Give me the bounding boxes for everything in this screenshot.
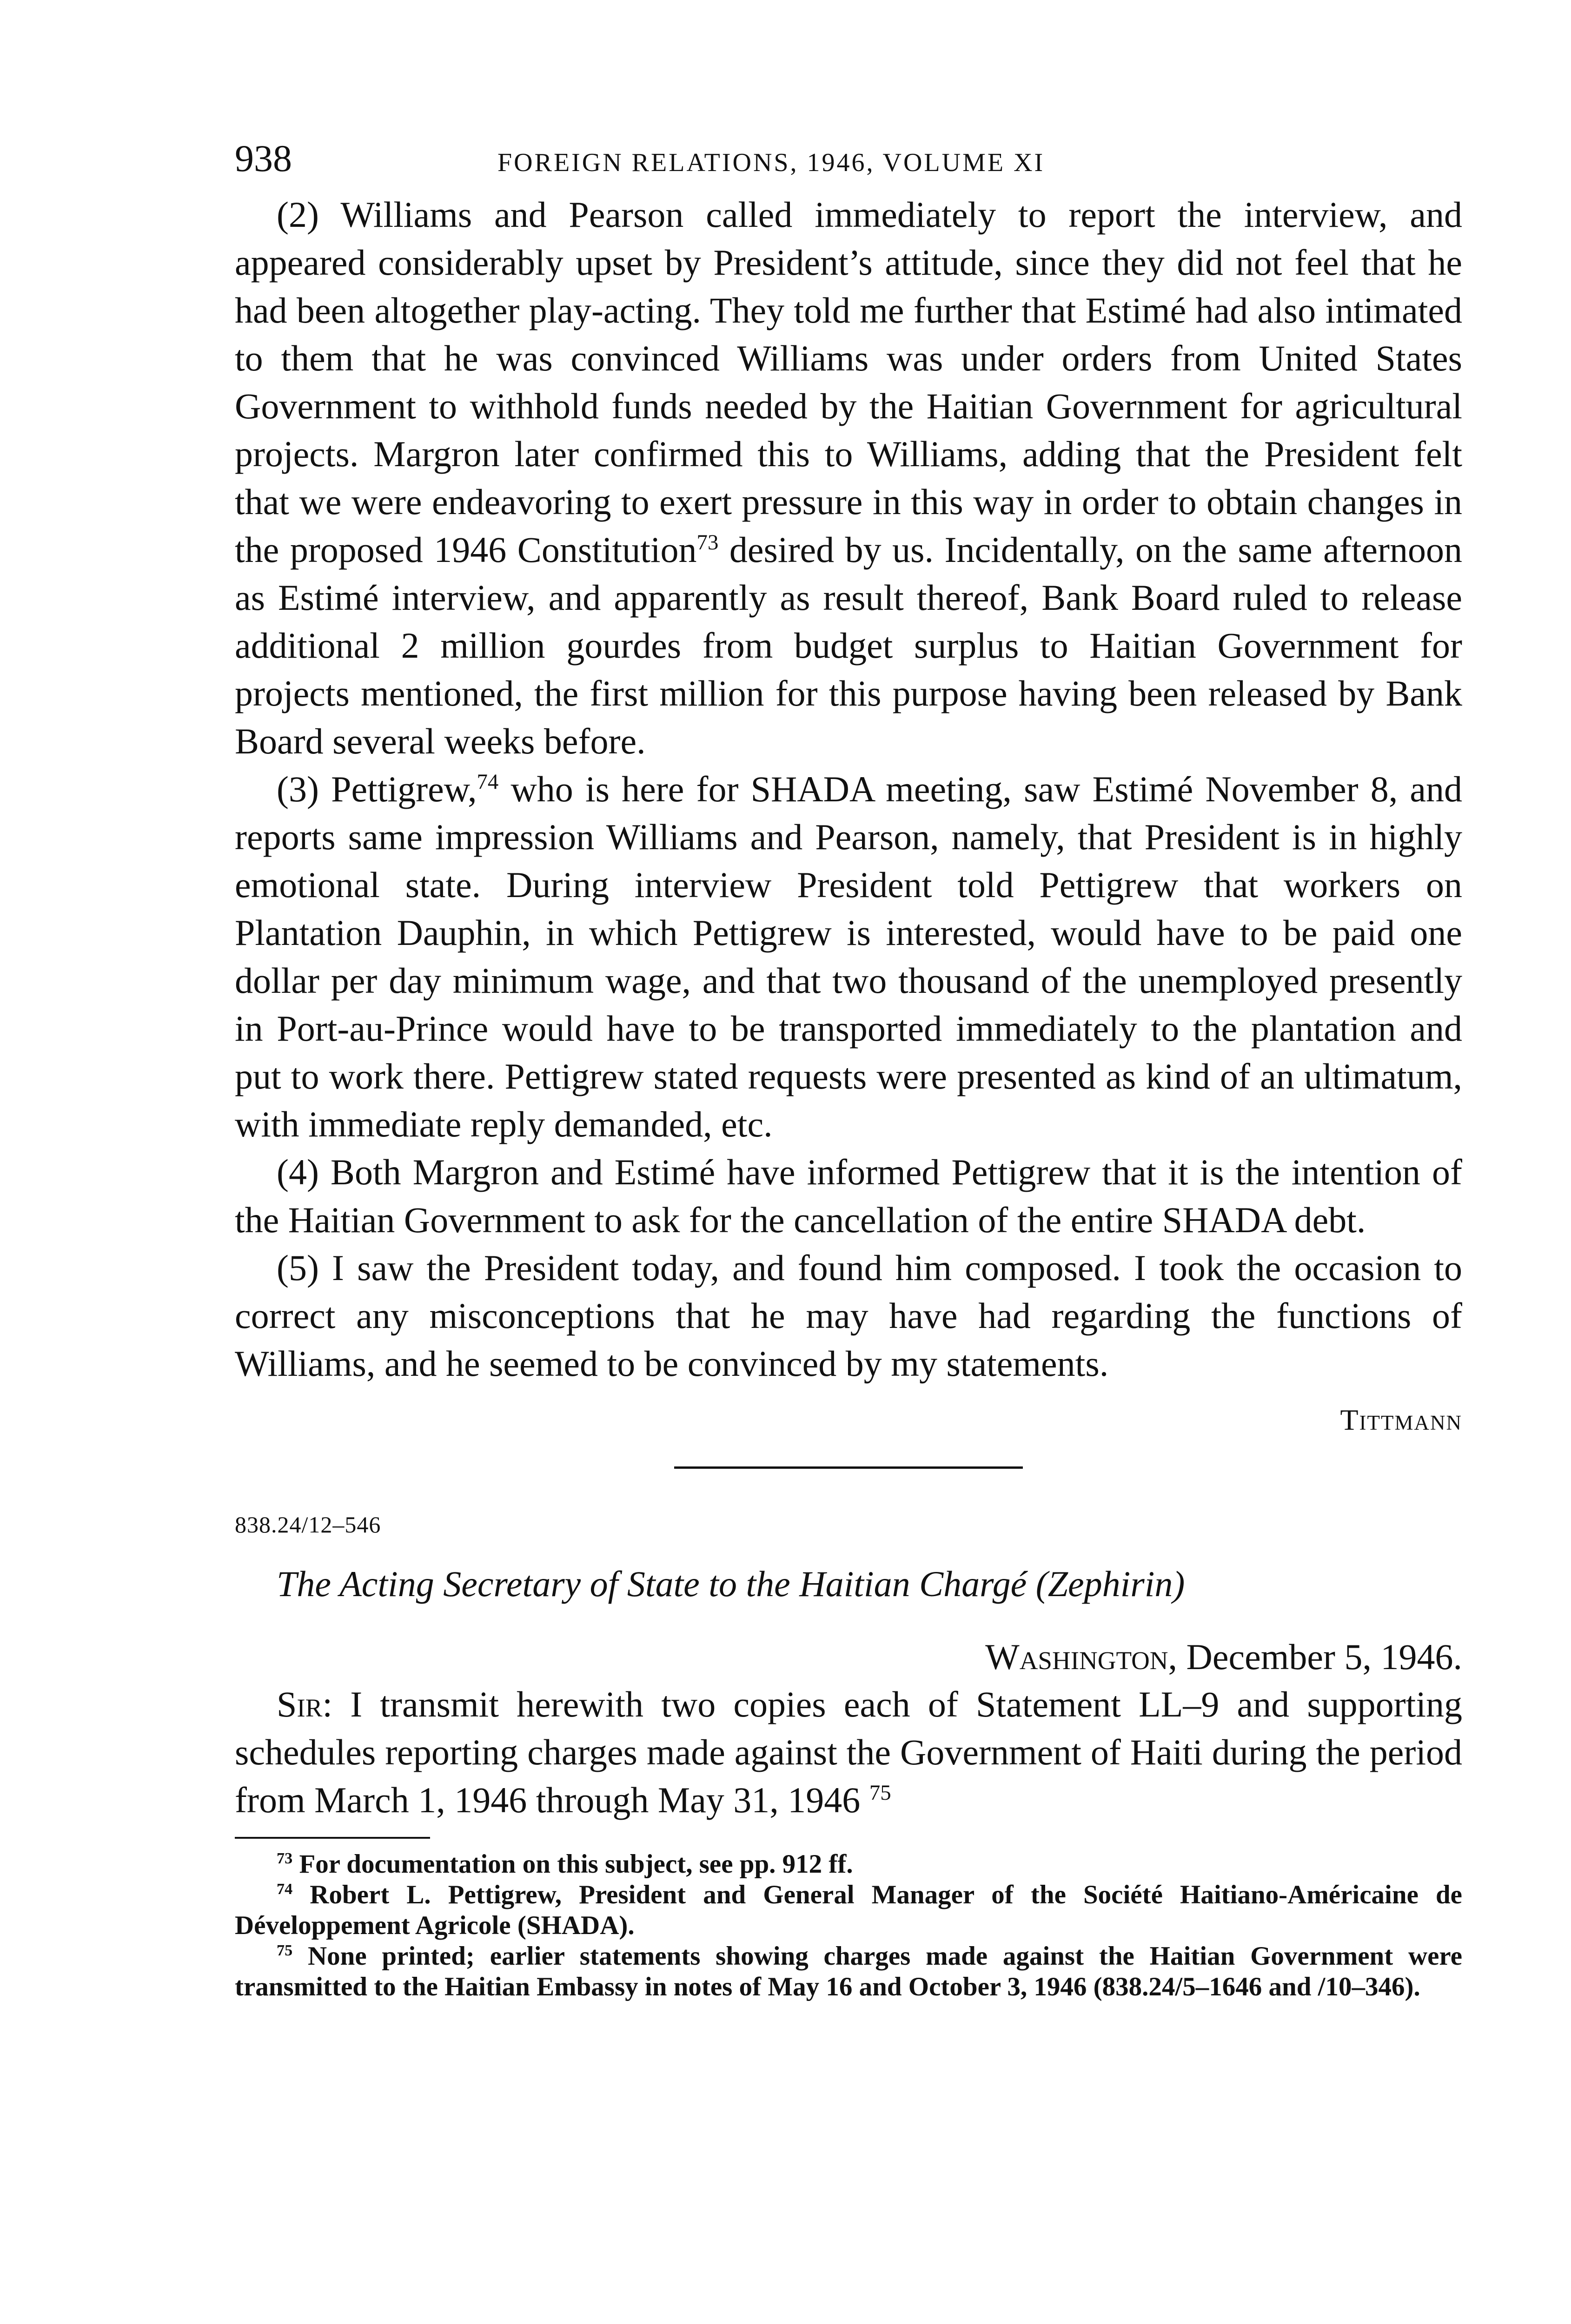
paragraph-label: (5) (277, 1248, 319, 1288)
footnote-ref-75: 75 (869, 1781, 891, 1805)
footnote-number: 73 (277, 1850, 293, 1867)
letter-paragraph (235, 1680, 1462, 1824)
telegram-body (235, 191, 1462, 1387)
footnotes (235, 1849, 1462, 2002)
footnote-73 (235, 1849, 1462, 1880)
paragraph-text: Pettigrew, (318, 769, 477, 809)
page (235, 139, 1462, 2002)
page-number: 938 (235, 137, 292, 179)
footnote-rule (235, 1837, 430, 1839)
paragraph-4 (235, 1148, 1462, 1244)
signature: Tittmann (1340, 1403, 1462, 1436)
footnote-ref-73: 73 (696, 530, 719, 555)
footnote-text: Robert L. Pettigrew, President and General Manager of the Société Haitiano-Américaine de Développement Agricole (SHADA). (235, 1880, 1462, 1940)
footnote-number: 75 (277, 1942, 293, 1959)
paragraph-text: Both Margron and Estimé have informed Pettigrew that it is the intention of the Haitian Government to ask for the cancellation of the entire SHADA debt. (235, 1152, 1462, 1240)
footnote-ref-74: 74 (477, 770, 499, 794)
letter-body (235, 1680, 1462, 1824)
document-title: The Acting Secretary of State to the Haitian Chargé (Zephirin) (277, 1564, 1185, 1604)
dateline (235, 1634, 1462, 1680)
footnote-text: For documentation on this subject, see pp. 912 ff. (292, 1849, 853, 1879)
paragraph-5 (235, 1244, 1462, 1387)
paragraph-label: (3) (277, 769, 319, 809)
paragraph-text: who is here for SHADA meeting, saw Estimé November 8, and reports same impression Williams and Pearson, namely, that President is in highly emotional state. During interview President told Pettigrew that workers on Plantation Dauphin, in which Pettigrew is interested, would have to be paid one dollar per day minimum wage, and that two thousand of the unemployed presently in Port-au-Prince would have to be transported immediately to the plantation and put to work there. Pettigrew stated requests were presented as kind of an ultimatum, with immediate reply demanded, etc. (235, 769, 1463, 1144)
footnote-74 (235, 1880, 1462, 1941)
footnote-text: None printed; earlier statements showing charges made against the Haitian Government were transmitted to the Haitian Embassy in notes of May 16 and October 3, 1946 (838.24/5–1646 and /10–346). (235, 1941, 1462, 2001)
paragraph-text: I saw the President today, and found him composed. I took the occasion to correct any misconceptions that he may have had regarding the functions of Williams, and he seemed to be convinced by my statements. (235, 1248, 1462, 1384)
paragraph-label: (4) (277, 1152, 319, 1192)
footnote-75 (235, 1941, 1462, 2002)
footnote-number: 74 (277, 1881, 293, 1898)
paragraph-text: Williams and Pearson called immediately to report the interview, and appeared considerably upset by President’s attitude, since they did not feel that he had been altogether play-acting. They told me further that Estimé had also intimated to them that he was convinced Williams was under orders from United States Government to withhold funds needed by the Haitian Government for agricultural projects. Margron later confirmed this to Williams, adding that the President felt that we were endeavoring to exert pressure in this way in order to obtain changes in the proposed 1946 Constitution (235, 194, 1462, 570)
running-head (235, 139, 1462, 191)
dateline-date: , December 5, 1946. (1168, 1637, 1462, 1677)
running-head-title: FOREIGN RELATIONS, 1946, VOLUME XI (497, 148, 1045, 177)
paragraph-3 (235, 765, 1462, 1148)
paragraph-label: (2) (277, 194, 319, 235)
paragraph-text: desired by us. Incidentally, on the same afternoon as Estimé interview, and apparently as result thereof, Bank Board ruled to release additional 2 million gourdes from budget surplus to Haitian Government for projects mentioned, the first million for this purpose having been released by Bank Board several weeks before. (235, 529, 1462, 761)
dateline-place: Washington (985, 1637, 1168, 1677)
file-number: 838.24/12–546 (235, 1512, 381, 1538)
section-divider (674, 1466, 1023, 1469)
letter-text: : I transmit herewith two copies each of Statement LL–9 and supporting schedules reporting charges made against the Government of Haiti during the period from March 1, 1946 through May 31, 1946 (235, 1684, 1462, 1820)
paragraph-2 (235, 191, 1462, 765)
salutation: Sir (277, 1684, 323, 1724)
